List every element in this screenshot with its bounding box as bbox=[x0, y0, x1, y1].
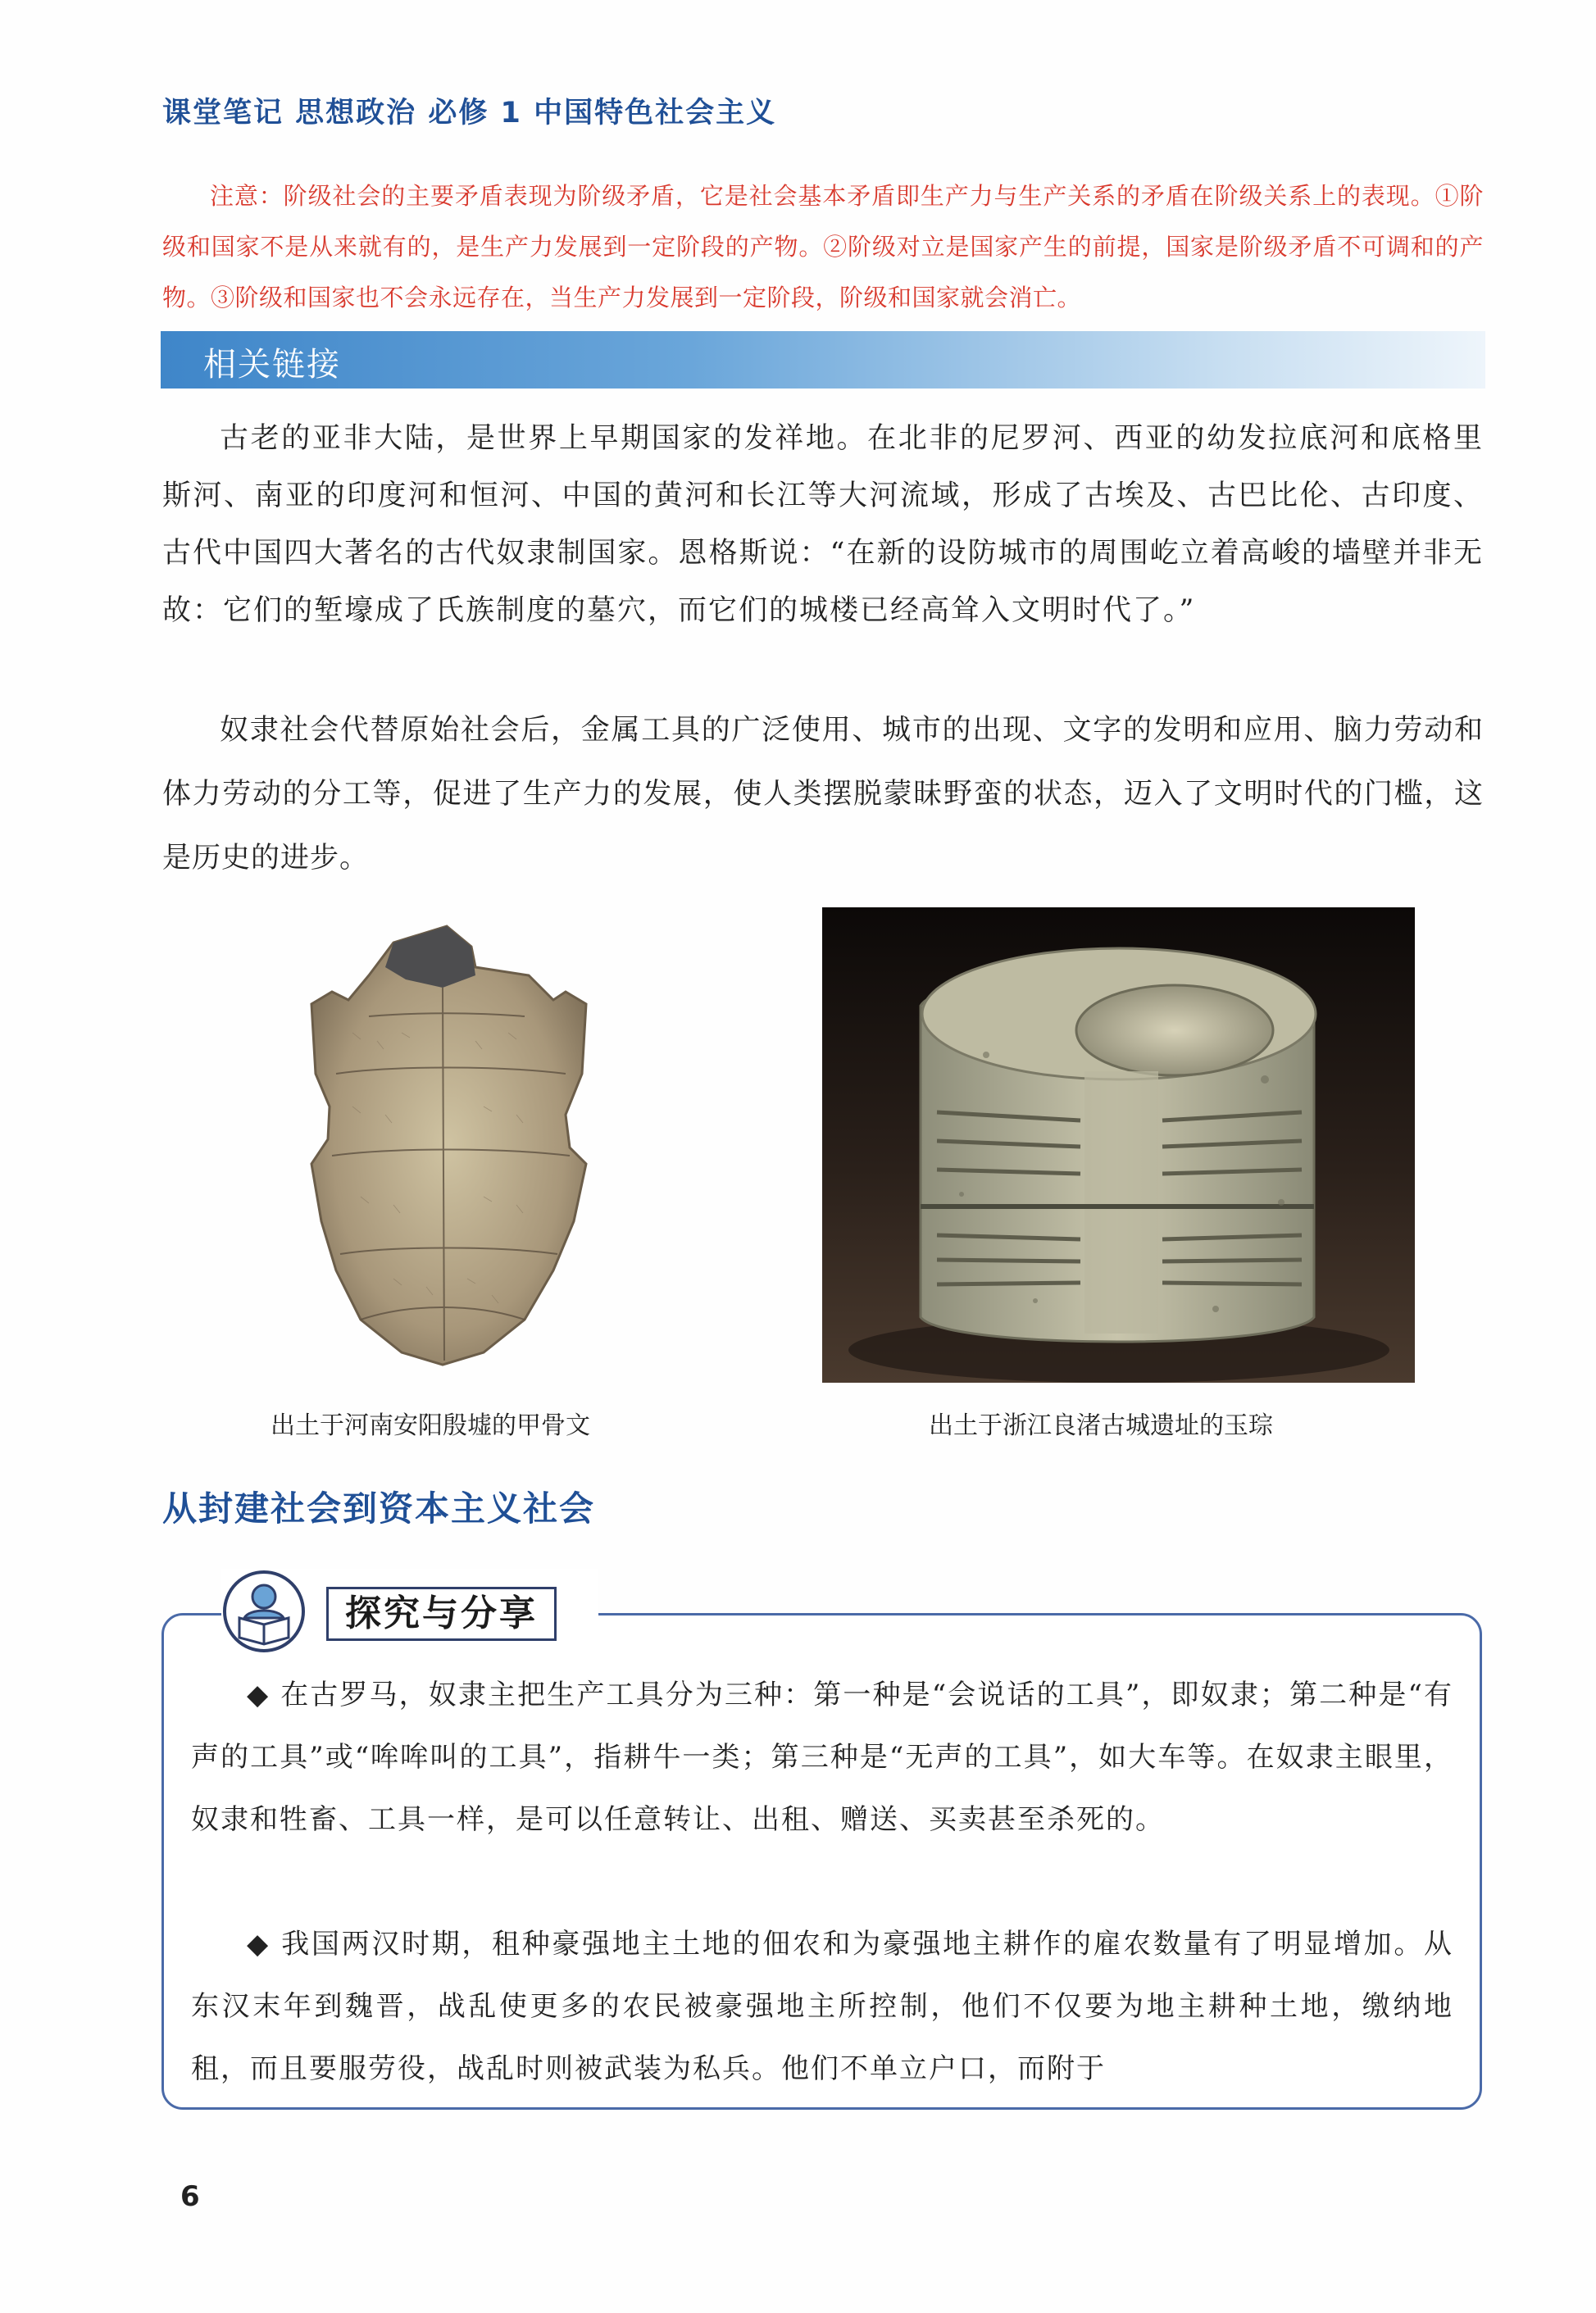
explore-share-header bbox=[221, 1569, 598, 1654]
explore-item-1: ◆ 在古罗马，奴隶主把生产工具分为三种：第一种是“会说话的工具”，即奴隶；第二种是“有声的工具”或“哞哞叫的工具”，指耕牛一类；第三种是“无声的工具”，如大车等。在奴隶主眼里，奴隶和牲畜、工具一样，是可以任意转让、出租、赠送、买卖甚至杀死的。 bbox=[191, 1679, 1453, 1836]
figure-caption-oracle-bone: 出土于河南安阳殷墟的甲骨文 bbox=[271, 1411, 590, 1440]
related-paragraph-2: 奴隶社会代替原始社会后，金属工具的广泛使用、城市的出现、文字的发明和应用、脑力劳动和体力劳动的分工等，促进了生产力的发展，使人类摆脱蒙昧野蛮的状态，迈入了文明时代的门槛，这是历史的进步。 bbox=[162, 714, 1484, 875]
reading-person-icon bbox=[221, 1569, 307, 1654]
page-number: 6 bbox=[180, 2180, 200, 2213]
running-header: 课堂笔记 思想政治 必修 1 中国特色社会主义 bbox=[162, 97, 777, 130]
figure-caption-jade-cong: 出土于浙江良渚古城遗址的玉琮 bbox=[929, 1411, 1273, 1440]
related-paragraph-1: 古老的亚非大陆，是世界上早期国家的发祥地。在北非的尼罗河、西亚的幼发拉底河和底格里斯河、南亚的印度河和恒河、中国的黄河和长江等大河流域，形成了古埃及、古巴比伦、古印度、古代中国四大著名的古代奴隶制国家。恩格斯说：“在新的设防城市的周围屹立着高峻的墙壁并非无故：它们的堑壕成了氏族制度的墓穴，而它们的城楼已经高耸入文明时代了。” bbox=[162, 422, 1484, 627]
explore-item-2: ◆ 我国两汉时期，租种豪强地主土地的佃农和为豪强地主耕作的雇农数量有了明显增加。从东汉末年到魏晋，战乱使更多的农民被豪强地主所控制，他们不仅要为地主耕种土地，缴纳地租，而且要服劳役，战乱时则被武装为私兵。他们不单立户口，而附于 bbox=[191, 1928, 1453, 2085]
explore-share-label: 探究与分享 bbox=[326, 1587, 557, 1641]
section-title: 从封建社会到资本主义社会 bbox=[162, 1488, 596, 1529]
related-links-bar bbox=[161, 331, 1485, 389]
related-links-title: 相关链接 bbox=[203, 346, 341, 384]
note-paragraph: 注意：阶级社会的主要矛盾表现为阶级矛盾，它是社会基本矛盾即生产力与生产关系的矛盾在阶级关系上的表现。①阶级和国家不是从来就有的，是生产力发展到一定阶段的产物。②阶级对立是国家产生的前提，国家是阶级矛盾不可调和的产物。③阶级和国家也不会永远存在，当生产力发展到一定阶段，阶级和国家就会消亡。 bbox=[162, 182, 1484, 311]
oracle-bone-image bbox=[271, 910, 615, 1385]
jade-cong-image bbox=[822, 907, 1415, 1383]
